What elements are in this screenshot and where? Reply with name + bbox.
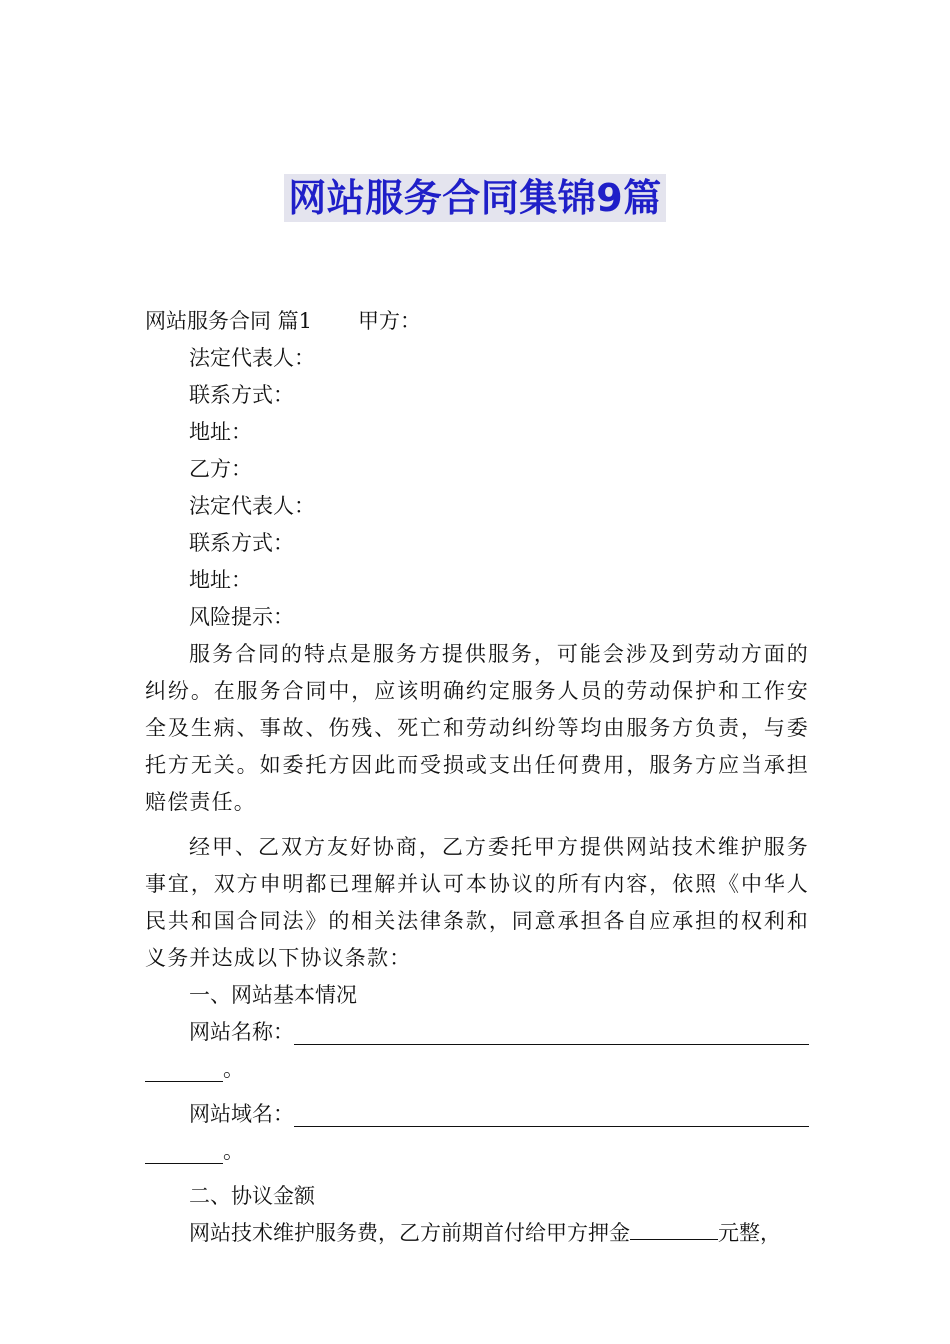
party-b-label: 乙方： (189, 457, 252, 481)
site-name-label: 网站名称： (189, 1020, 294, 1044)
document-body (145, 303, 809, 1252)
party-a-address: 地址： (189, 420, 252, 444)
section-2-title: 二、协议金额 (189, 1184, 315, 1208)
risk-paragraph: 服务合同的特点是服务方提供服务，可能会涉及到劳动方面的纠纷。在服务合同中，应该明确约定服务人员的劳动保护和工作安全及生病、事故、伤残、死亡和劳动纠纷等均由服务方负责，与委托方无关。如委托方因此而受损或支出任何费用，服务方应当承担赔偿责任。 (145, 642, 809, 814)
contract-heading-label: 网站服务合同 篇1 (145, 309, 313, 333)
site-name-end-mark: 。 (223, 1057, 244, 1081)
site-domain-label: 网站域名： (189, 1102, 294, 1126)
party-a-label: 甲方： (358, 309, 422, 333)
deposit-amount-blank (630, 1217, 718, 1240)
party-a-representative: 法定代表人： (189, 346, 315, 370)
site-name-blank (294, 1018, 809, 1045)
document-title: 网站服务合同集锦9篇 (284, 174, 665, 222)
paragraph-gap (145, 1170, 809, 1178)
site-name-continuation (145, 1051, 809, 1088)
site-domain-continuation (145, 1133, 809, 1170)
party-a-contact: 联系方式： (189, 383, 294, 407)
site-domain-blank-continued (145, 1137, 223, 1164)
risk-label: 风险提示： (189, 605, 294, 629)
paragraph-gap (145, 1088, 809, 1096)
site-name-field (145, 1014, 809, 1051)
fee-line (145, 1215, 809, 1252)
party-b-contact: 联系方式： (189, 531, 294, 555)
party-b-representative: 法定代表人： (189, 494, 315, 518)
site-domain-blank (294, 1100, 809, 1127)
title-container (0, 174, 950, 222)
paragraph-gap (145, 821, 809, 829)
party-b-address: 地址： (189, 568, 252, 592)
site-name-blank-continued (145, 1055, 223, 1082)
intro-paragraph: 经甲、乙双方友好协商，乙方委托甲方提供网站技术维护服务事宜，双方申明都已理解并认可本协议的所有内容，依照《中华人民共和国合同法》的相关法律条款，同意承担各自应承担的权利和义务并达成以下协议条款： (145, 835, 809, 970)
site-domain-field (145, 1096, 809, 1133)
site-domain-end-mark: 。 (223, 1139, 244, 1163)
fee-text-before: 网站技术维护服务费，乙方前期首付给甲方押金 (189, 1221, 630, 1245)
section-1-title: 一、网站基本情况 (189, 983, 357, 1007)
fee-text-after: 元整， (718, 1221, 781, 1245)
contract-heading (145, 303, 809, 340)
